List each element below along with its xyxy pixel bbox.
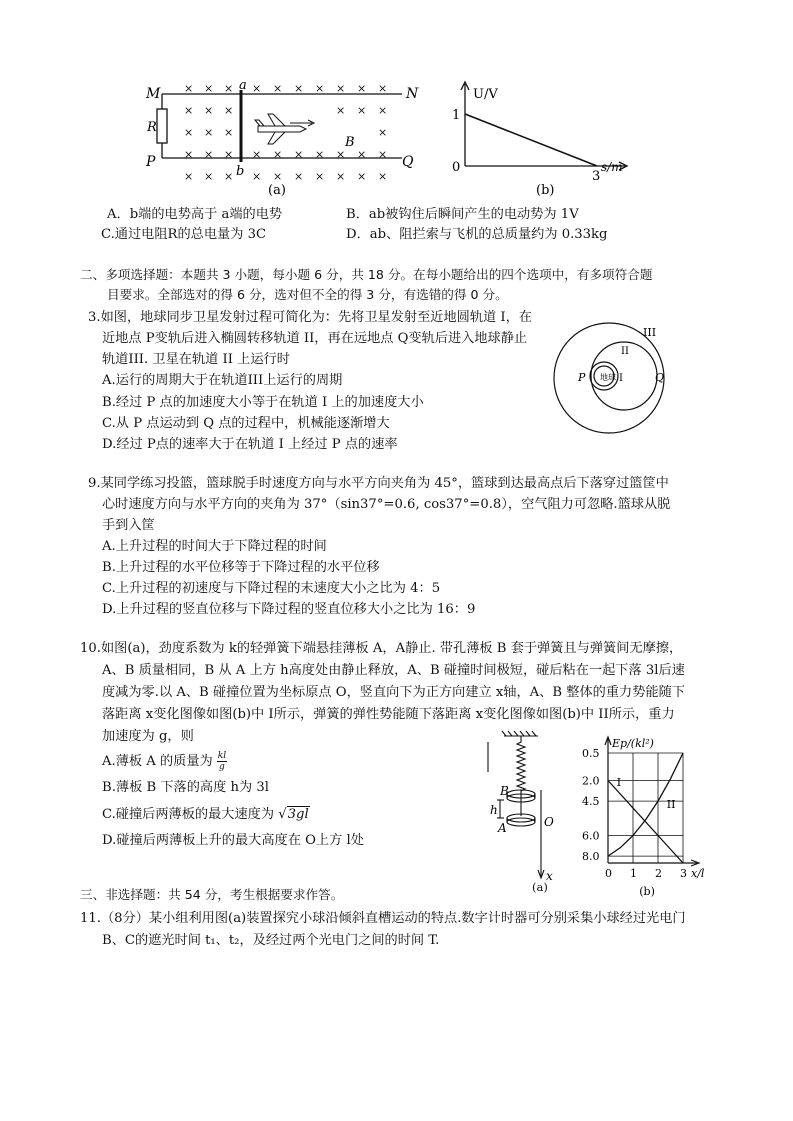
orbit-II-label: II: [621, 346, 629, 357]
orbit-III-label: III: [643, 326, 657, 339]
field-cross: ×: [184, 126, 194, 139]
q7-option-c: C.通过电阻R的总电量为 3C: [101, 227, 267, 242]
sqrt-expression: √3gl: [278, 807, 309, 822]
field-cross: ×: [315, 82, 325, 95]
field-cross: ×: [315, 170, 325, 183]
q7-option-a: A．b端的电势高于 a端的电势: [107, 207, 283, 222]
q9-option-b: B.上升过程的水平位移等于下降过程的水平位移: [102, 560, 380, 575]
q8-stem-line2: 近地点 P变轨后进入椭圆转移轨道 II，再在远地点 Q变轨后进入地球静止: [102, 331, 528, 346]
q10-option-a-text: A.薄板 A 的质量为: [102, 754, 213, 769]
field-cross: ×: [224, 126, 234, 139]
chart-caption: (b): [639, 885, 655, 898]
field-cross: ×: [336, 82, 346, 95]
q10-option-a-fraction: [217, 751, 227, 772]
y-tick-label: 6.0: [582, 829, 600, 843]
q10-option-c: [102, 806, 310, 824]
field-cross: ×: [336, 148, 346, 161]
figure-spring-plates: [480, 730, 560, 880]
series-I-label: I: [616, 776, 622, 789]
series-I-line: [608, 781, 683, 864]
y-tick-label: 0.5: [582, 747, 600, 760]
label-a: a: [239, 78, 247, 93]
field-cross: ×: [378, 126, 388, 139]
field-cross: ×: [336, 104, 346, 117]
plate-B-label: B: [500, 784, 509, 798]
q8-option-a: A.运行的周期大于在轨道III上运行的周期: [102, 373, 343, 388]
q10-fig-a-caption: (a): [532, 880, 548, 894]
energy-vs-distance-chart: [572, 733, 722, 901]
q10-stem-line5: 加速度为 g，则: [102, 729, 194, 744]
label-Q: Q: [402, 154, 414, 170]
label-P: P: [146, 154, 156, 170]
field-cross: ×: [294, 170, 304, 183]
field-cross: ×: [378, 82, 388, 95]
field-cross: ×: [378, 170, 388, 183]
x-axis-label: x/l: [691, 867, 705, 880]
ytick-1: 1: [452, 108, 461, 123]
q7-option-d: D．ab、阻拦索与飞机的总质量约为 0.33kg: [346, 227, 608, 242]
q10-stem-line2: A、B 质量相同，B 从 A 上方 h高度处由静止释放，A、B 碰撞时间极短，碰后粘在一起下落 3l后速: [102, 663, 685, 678]
xtick-3: 3: [592, 169, 601, 184]
y-tick-label: 4.5: [582, 795, 600, 809]
y-axis-label: Ep/(kl²): [612, 737, 654, 750]
q11-stem-line1: 11.（8分）某小组利用图(a)装置探究小球沿倾斜直槽运动的特点.数字计时器可分别采集小球经过光电门: [80, 911, 686, 926]
q8-option-b: B.经过 P 点的加速度大小等于在轨道 I 上的加速度大小: [102, 395, 424, 410]
field-cross: ×: [204, 104, 214, 117]
q10-option-c-text: C.碰撞后两薄板的最大速度为: [102, 807, 275, 822]
height-h-label: h: [490, 803, 498, 817]
label-M: M: [146, 86, 161, 102]
q9-option-d: D.上升过程的竖直位移与下降过程的竖直位移大小之比为 16：9: [102, 602, 476, 617]
q9-stem-line3: 手到入筐: [102, 518, 155, 533]
field-cross: ×: [204, 170, 214, 183]
q7-option-b: B．ab被钩住后瞬间产生的电动势为 1V: [346, 207, 579, 222]
field-cross: ×: [204, 126, 214, 139]
axis-x-label: x: [546, 869, 553, 880]
y-tick-label: 2.0: [582, 774, 600, 788]
field-cross: ×: [184, 170, 194, 183]
field-cross: ×: [184, 148, 194, 161]
origin-0: 0: [452, 160, 461, 175]
series-II-label: II: [666, 798, 676, 811]
x-tick-label: 2: [655, 867, 662, 880]
field-cross: ×: [273, 170, 283, 183]
caption-b: (b): [536, 183, 555, 198]
label-B-field: B: [345, 135, 355, 150]
q8-stem-line1: 3.如图，地球同步卫星发射过程可简化为：先将卫星发射至近地圆轨道 I，在: [88, 310, 532, 325]
q9-stem-line2: 心时速度方向与水平方向的夹角为 37°（sin37°=0.6, cos37°=0.8），空气阻力可忽略.篮球从脱: [102, 497, 671, 512]
q10-option-d: D.碰撞后两薄板上升的最大高度在 O上方 l处: [102, 833, 364, 848]
field-cross: ×: [357, 170, 367, 183]
field-cross: ×: [294, 82, 304, 95]
origin-O-label: O: [544, 815, 554, 829]
y-tick-label: 8.0: [582, 850, 600, 864]
q8-option-c: C.从 P 点运动到 Q 点的过程中，机械能逐渐增大: [102, 416, 390, 431]
field-cross: ×: [184, 104, 194, 117]
field-cross: ×: [357, 148, 367, 161]
q10-option-b: B.薄板 B 下落的高度 h为 3l: [102, 780, 269, 795]
field-cross: ×: [273, 148, 283, 161]
field-cross: ×: [204, 148, 214, 161]
field-cross: ×: [224, 104, 234, 117]
q10-stem-line1: 10.如图(a)，劲度系数为 k的轻弹簧下端悬挂薄板 A，A静止. 带孔薄板 B 套于弹簧且与弹簧间无摩擦，: [80, 641, 683, 656]
fraction-numerator: kl: [217, 751, 227, 761]
field-cross: ×: [224, 170, 234, 183]
label-N: N: [406, 86, 419, 102]
q9-option-a: A.上升过程的时间大于下降过程的时间: [102, 539, 327, 554]
q9-stem-line1: 9.某同学练习投篮，篮球脱手时速度方向与水平方向夹角为 45°，篮球到达最高点后下落穿过篮筐中: [88, 476, 669, 491]
q10-stem-line3: 度减为零.以 A、B 碰撞位置为坐标原点 O，竖直向下为正方向建立 x轴，A、B 整体的重力势能随下: [102, 685, 685, 700]
section-3-heading: 三、非选择题：共 54 分，考生根据要求作答。: [80, 887, 344, 902]
label-R: R: [147, 120, 157, 135]
section-2-instructions: 目要求。全部选对的得 6 分，选对但不全的得 3 分，有选错的得 0 分。: [107, 287, 508, 302]
field-cross: ×: [357, 104, 367, 117]
point-Q-label: Q: [655, 371, 665, 384]
field-cross: ×: [378, 148, 388, 161]
ylabel-UV: U/V: [473, 87, 498, 102]
q8-option-d: D.经过 P点的速率大于在轨道 I 上经过 P 点的速率: [102, 437, 398, 452]
field-cross: ×: [224, 82, 234, 95]
field-cross: ×: [252, 170, 262, 183]
q8-stem-line3: 轨道III. 卫星在轨道 II 上运行时: [102, 352, 290, 367]
section-2-heading: 二、多项选择题：本题共 3 小题，每小题 6 分，共 18 分。在每小题给出的四个选项中，有多项符合题: [80, 267, 653, 282]
x-tick-label: 1: [630, 867, 637, 880]
caption-a: (a): [268, 183, 286, 198]
field-cross: ×: [294, 148, 304, 161]
q10-stem-line4: 落距离 x变化图像如图(b)中 I所示，弹簧的弹性势能随下落距离 x变化图像如图(b)中 II所示，重力: [102, 707, 675, 722]
x-tick-label: 3: [680, 867, 687, 880]
q11-stem-line2: B、C的遮光时间 t₁、t₂，及经过两个光电门之间的时间 T.: [102, 933, 440, 948]
x-tick-label: 0: [605, 867, 612, 880]
field-cross: ×: [336, 170, 346, 183]
figure-rails-magnetic-field: [140, 76, 430, 206]
field-cross: ×: [378, 104, 388, 117]
field-cross: ×: [357, 82, 367, 95]
field-cross: ×: [224, 148, 234, 161]
plate-A-label: A: [498, 821, 507, 835]
field-cross: ×: [184, 82, 194, 95]
label-b: b: [236, 164, 245, 179]
figure-voltage-distance-graph: [445, 76, 645, 206]
field-cross: ×: [204, 82, 214, 95]
field-cross: ×: [252, 148, 262, 161]
sqrt-radicand: 3gl: [287, 807, 309, 822]
field-cross: ×: [315, 148, 325, 161]
field-cross: ×: [252, 82, 262, 95]
q10-option-a: [102, 751, 227, 772]
figure-satellite-orbits: [544, 318, 674, 440]
xlabel-sm: s/m: [601, 160, 623, 174]
point-P-label: P: [578, 371, 586, 384]
earth-label: 地球: [600, 373, 616, 382]
orbit-I-label: I: [619, 373, 623, 384]
fraction-denominator: g: [219, 762, 225, 772]
field-cross: ×: [273, 82, 283, 95]
q9-option-c: C.上升过程的初速度与下降过程的末速度大小之比为 4：5: [102, 581, 441, 596]
